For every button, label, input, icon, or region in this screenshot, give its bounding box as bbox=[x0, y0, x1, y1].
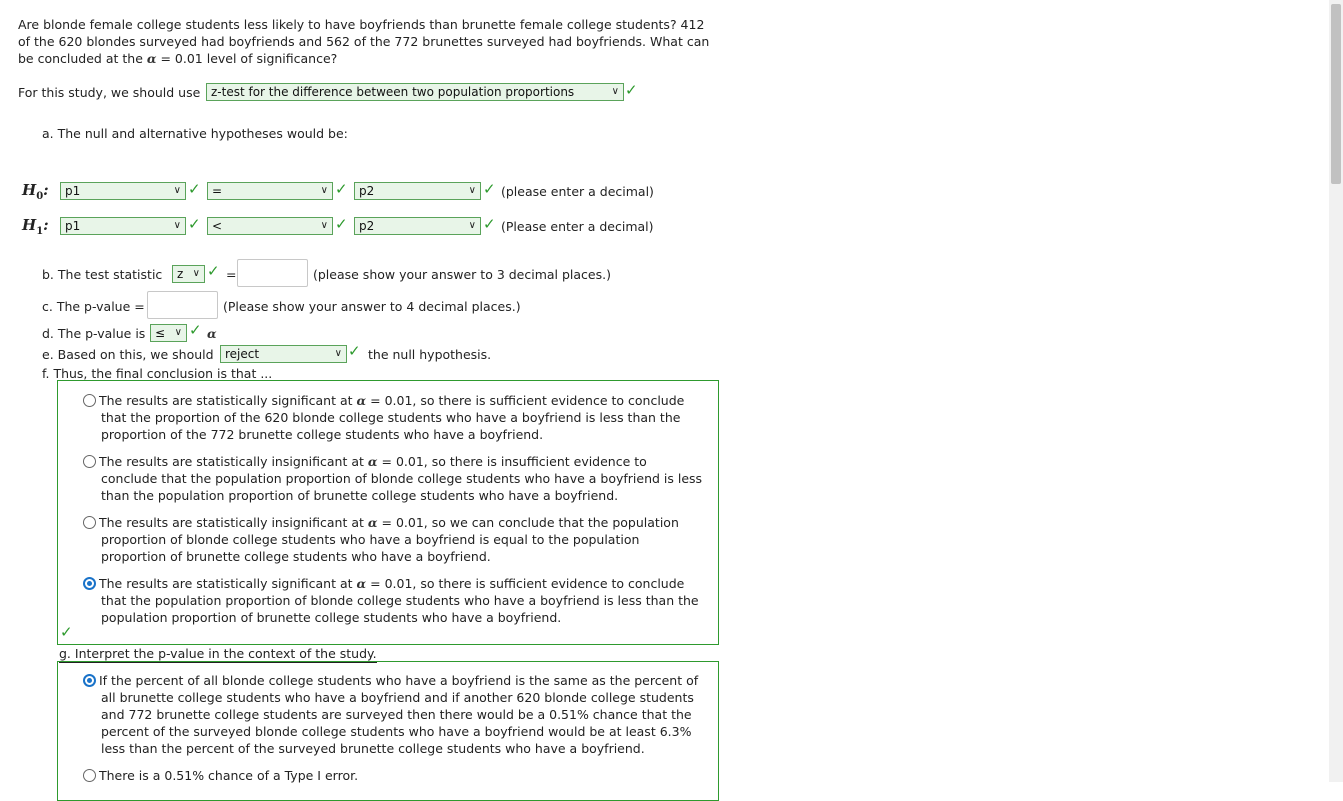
conclusion-option-3[interactable] bbox=[83, 514, 703, 565]
h0-left-select[interactable] bbox=[60, 182, 186, 200]
chevron-down-icon: ∨ bbox=[173, 185, 181, 196]
check-icon: ✓ bbox=[625, 81, 638, 99]
check-icon: ✓ bbox=[189, 321, 202, 339]
part-f-label: f. Thus, the final conclusion is that ... bbox=[42, 366, 273, 381]
test-statistic-input[interactable] bbox=[237, 259, 308, 287]
part-g-label: g. Interpret the p-value in the context of the study. bbox=[59, 646, 377, 661]
scrollbar-thumb[interactable] bbox=[1331, 4, 1341, 184]
check-icon: ✓ bbox=[483, 215, 496, 233]
p-value-comparison-select[interactable] bbox=[150, 324, 187, 342]
interpretation-option-text: There is a 0.51% chance of a Type I error. bbox=[99, 768, 359, 783]
study-label: For this study, we should use bbox=[18, 85, 201, 100]
test-statistic-value: z bbox=[177, 267, 184, 281]
part-c-hint: (Please show your answer to 4 decimal places.) bbox=[223, 299, 521, 314]
h1-left-select[interactable] bbox=[60, 217, 186, 235]
decision-select[interactable] bbox=[220, 345, 347, 363]
check-icon: ✓ bbox=[188, 215, 201, 233]
part-b-hint: (please show your answer to 3 decimal places.) bbox=[313, 267, 611, 282]
conclusion-option-4[interactable] bbox=[83, 575, 703, 626]
part-e-tail: the null hypothesis. bbox=[368, 347, 492, 362]
equals-sign: = bbox=[226, 267, 237, 282]
h0-left-value: p1 bbox=[65, 184, 81, 198]
interpretation-option-1[interactable] bbox=[83, 672, 713, 757]
conclusion-option-text: The results are statistically significant at α = 0.01, so there is sufficient evidence to conclude that the proportion of the 620 blonde college students who have a boyfriend is less than the proportion of the 772 brunette college students who have a boyfriend. bbox=[99, 393, 685, 442]
h1-label: $H_1$: bbox=[22, 216, 49, 237]
test-type-value: z-test for the difference between two population proportions bbox=[211, 85, 575, 99]
check-icon: ✓ bbox=[335, 180, 348, 198]
h1-hint: (Please enter a decimal) bbox=[501, 219, 654, 234]
check-icon: ✓ bbox=[483, 180, 496, 198]
h1-symbol: H bbox=[22, 216, 37, 234]
check-icon: ✓ bbox=[335, 215, 348, 233]
h0-operator-select[interactable] bbox=[207, 182, 333, 200]
p-value-input[interactable] bbox=[147, 291, 218, 319]
test-statistic-select[interactable] bbox=[172, 265, 205, 283]
vertical-scrollbar[interactable] bbox=[1329, 0, 1343, 782]
h1-left-value: p1 bbox=[65, 219, 81, 233]
h0-symbol: H bbox=[22, 181, 37, 199]
chevron-down-icon: ∨ bbox=[334, 348, 342, 359]
chevron-down-icon: ∨ bbox=[174, 327, 182, 338]
radio-button-selected[interactable] bbox=[83, 674, 96, 687]
chevron-down-icon: ∨ bbox=[173, 220, 181, 231]
radio-button[interactable] bbox=[83, 769, 96, 782]
chevron-down-icon: ∨ bbox=[468, 185, 476, 196]
check-icon: ✓ bbox=[348, 342, 361, 360]
h1-right-select[interactable] bbox=[354, 217, 481, 235]
h0-subscript: 0 bbox=[36, 191, 44, 202]
interpretation-option-text: If the percent of all blonde college students who have a boyfriend is the same as the percent of all brunette college students who have a boyfriend and if another 620 blonde college students and 772 brunette college students are surveyed then there would be a 0.51% chance that the percent of the surveyed blonde college students who have a boyfriend would be at least 6.3% less than the percent of the surveyed brunette college students who have a boyfriend. bbox=[99, 673, 699, 756]
radio-button[interactable] bbox=[83, 455, 96, 468]
interpretation-option-2[interactable] bbox=[83, 767, 713, 784]
h0-right-value: p2 bbox=[359, 184, 375, 198]
conclusion-option-text: The results are statistically insignificant at α = 0.01, so there is insufficient evidence to conclude that the population proportion of blonde college students who have a boyfriend is less than the population proportion of brunette college students who have a boyfriend. bbox=[99, 454, 703, 503]
problem-alpha-tail: = 0.01 level of significance? bbox=[160, 51, 338, 66]
test-type-select[interactable] bbox=[206, 83, 624, 101]
h1-operator-select[interactable] bbox=[207, 217, 333, 235]
part-d-label: d. The p-value is bbox=[42, 326, 146, 341]
p-value-comparison-value: ≤ bbox=[155, 326, 166, 340]
conclusion-option-text: The results are statistically insignificant at α = 0.01, so we can conclude that the population proportion of blonde college students who have a boyfriend is equal to the population proportion of brunette college students who have a boyfriend. bbox=[99, 515, 679, 564]
chevron-down-icon: ∨ bbox=[192, 268, 200, 279]
check-icon: ✓ bbox=[188, 180, 201, 198]
conclusion-option-2[interactable] bbox=[83, 453, 703, 504]
conclusion-option-text: The results are statistically significant at α = 0.01, so there is sufficient evidence to conclude that the population proportion of blonde college students who have a boyfriend is less than the population proportion of brunette college students who have a boyfriend. bbox=[99, 576, 699, 625]
alpha-symbol: α bbox=[207, 326, 217, 341]
check-icon: ✓ bbox=[60, 623, 73, 641]
h0-operator-value: = bbox=[212, 184, 223, 198]
h1-subscript: 1 bbox=[36, 226, 44, 237]
decision-value: reject bbox=[225, 347, 260, 361]
radio-button[interactable] bbox=[83, 394, 96, 407]
conclusion-option-1[interactable] bbox=[83, 392, 703, 443]
h1-operator-value: < bbox=[212, 219, 223, 233]
problem-text: Are blonde female college students less likely to have boyfriends than brunette female college students? 412 of the 620 blondes surveyed had boyfriends and 562 of the 772 brunettes surveyed had boyfriends. What can be concluded at the bbox=[18, 17, 710, 66]
h0-label: $H_0$: bbox=[22, 181, 49, 202]
problem-statement bbox=[18, 16, 718, 67]
h1-right-value: p2 bbox=[359, 219, 375, 233]
part-c-label: c. The p-value = bbox=[42, 299, 145, 314]
part-e-label: e. Based on this, we should bbox=[42, 347, 214, 362]
alpha-symbol: α bbox=[146, 51, 157, 66]
h0-hint: (please enter a decimal) bbox=[501, 184, 654, 199]
radio-button[interactable] bbox=[83, 516, 96, 529]
chevron-down-icon: ∨ bbox=[611, 86, 619, 97]
chevron-down-icon: ∨ bbox=[320, 220, 328, 231]
check-icon: ✓ bbox=[207, 262, 220, 280]
chevron-down-icon: ∨ bbox=[320, 185, 328, 196]
h0-right-select[interactable] bbox=[354, 182, 481, 200]
radio-button-selected[interactable] bbox=[83, 577, 96, 590]
part-a-label: a. The null and alternative hypotheses would be: bbox=[42, 126, 348, 141]
chevron-down-icon: ∨ bbox=[468, 220, 476, 231]
part-b-label: b. The test statistic bbox=[42, 267, 163, 282]
